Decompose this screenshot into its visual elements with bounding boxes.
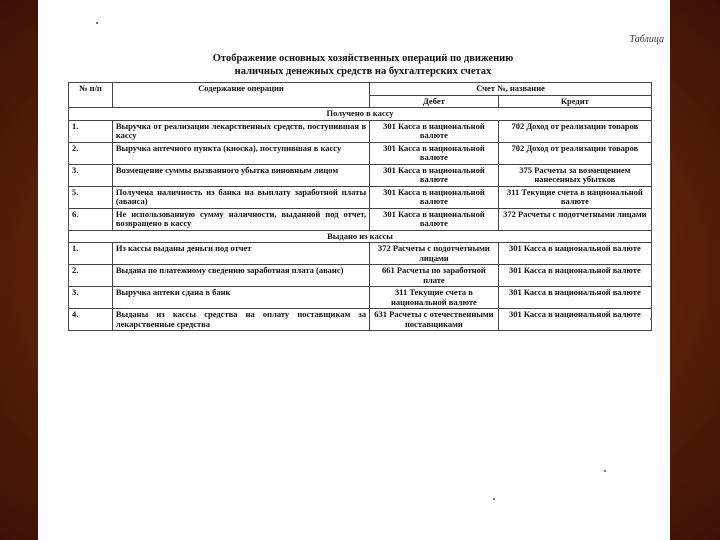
row-operation-text: Выручка аптечного пункта (киоска), поступившая в кассу	[112, 142, 369, 164]
row-debit-account: 301 Касса в национальной валюте	[370, 208, 499, 230]
row-number: 1.	[69, 120, 113, 142]
table-reference: Таблица	[629, 34, 664, 45]
issued-section	[69, 230, 652, 331]
scan-speck	[493, 498, 495, 500]
row-debit-account: 301 Касса в национальной валюте	[370, 120, 499, 142]
table-row	[69, 186, 652, 208]
header-content: Содержание операции	[112, 83, 369, 108]
table-row	[69, 243, 652, 265]
row-number: 3.	[69, 164, 113, 186]
row-number: 2.	[69, 142, 113, 164]
title-line-1: Отображение основных хозяйственных операций по движению	[212, 53, 514, 64]
row-debit-account: 301 Касса в национальной валюте	[370, 186, 499, 208]
row-debit-account: 301 Касса в национальной валюте	[370, 142, 499, 164]
row-credit-account: 301 Касса в национальной валюте	[498, 287, 651, 309]
title-line-2: наличных денежных средств на бухгалтерских счетах	[234, 66, 492, 77]
header-credit: Кредит	[498, 95, 651, 108]
document-title	[128, 52, 598, 78]
row-operation-text: Получена наличность из банка на выплату заработной платы (аванса)	[112, 186, 369, 208]
table-row	[69, 309, 652, 331]
row-operation-text: Возмещение суммы вызванного убытка виновным лицом	[112, 164, 369, 186]
row-credit-account: 702 Доход от реализации товаров	[498, 120, 651, 142]
row-credit-account: 372 Расчеты с подотчетными лицами	[498, 208, 651, 230]
row-credit-account: 375 Расчеты за возмещением нанесенных убытков	[498, 164, 651, 186]
table-row	[69, 265, 652, 287]
row-number: 4.	[69, 309, 113, 331]
row-credit-account: 301 Касса в национальной валюте	[498, 309, 651, 331]
table-row	[69, 164, 652, 186]
row-debit-account: 631 Расчеты с отечественными поставщиками	[370, 309, 499, 331]
scan-speck	[96, 22, 98, 24]
section-issued-heading: Выдано из кассы	[69, 230, 652, 243]
row-operation-text: Выручка от реализации лекарственных средств, поступившая в кассу	[112, 120, 369, 142]
table-row	[69, 208, 652, 230]
scan-speck	[604, 470, 606, 472]
row-debit-account: 372 Расчеты с подотчетными лицами	[370, 243, 499, 265]
row-number: 2.	[69, 265, 113, 287]
row-operation-text: Из кассы выданы деньги под отчет	[112, 243, 369, 265]
row-operation-text: Выданы из кассы средства на оплату поставщикам за лекарственные средства	[112, 309, 369, 331]
header-account: Счет №, название	[370, 83, 652, 96]
row-credit-account: 301 Касса в национальной валюте	[498, 265, 651, 287]
section-received-heading: Получено в кассу	[69, 108, 652, 121]
row-debit-account: 311 Текущие счета в национальной валюте	[370, 287, 499, 309]
header-debit: Дебет	[370, 95, 499, 108]
row-operation-text: Не использованную сумму наличности, выданной под отчет, возвращено в кассу	[112, 208, 369, 230]
scan-speck	[650, 318, 652, 320]
table-row	[69, 142, 652, 164]
table-row	[69, 120, 652, 142]
table-row	[69, 287, 652, 309]
row-number: 6.	[69, 208, 113, 230]
row-number: 1.	[69, 243, 113, 265]
header-number: № п/п	[69, 83, 113, 108]
row-number: 5.	[69, 186, 113, 208]
row-credit-account: 702 Доход от реализации товаров	[498, 142, 651, 164]
row-operation-text: Выручка аптеки сдана в банк	[112, 287, 369, 309]
row-credit-account: 311 Текущие счета в национальной валюте	[498, 186, 651, 208]
received-section	[69, 108, 652, 231]
row-debit-account: 661 Расчеты по заработной плате	[370, 265, 499, 287]
row-credit-account: 301 Касса в национальной валюте	[498, 243, 651, 265]
operations-table	[68, 82, 652, 331]
document-page	[38, 0, 670, 540]
row-number: 3.	[69, 287, 113, 309]
row-operation-text: Выдана по платежному сведению заработная плата (аванс)	[112, 265, 369, 287]
row-debit-account: 301 Касса в национальной валюте	[370, 164, 499, 186]
